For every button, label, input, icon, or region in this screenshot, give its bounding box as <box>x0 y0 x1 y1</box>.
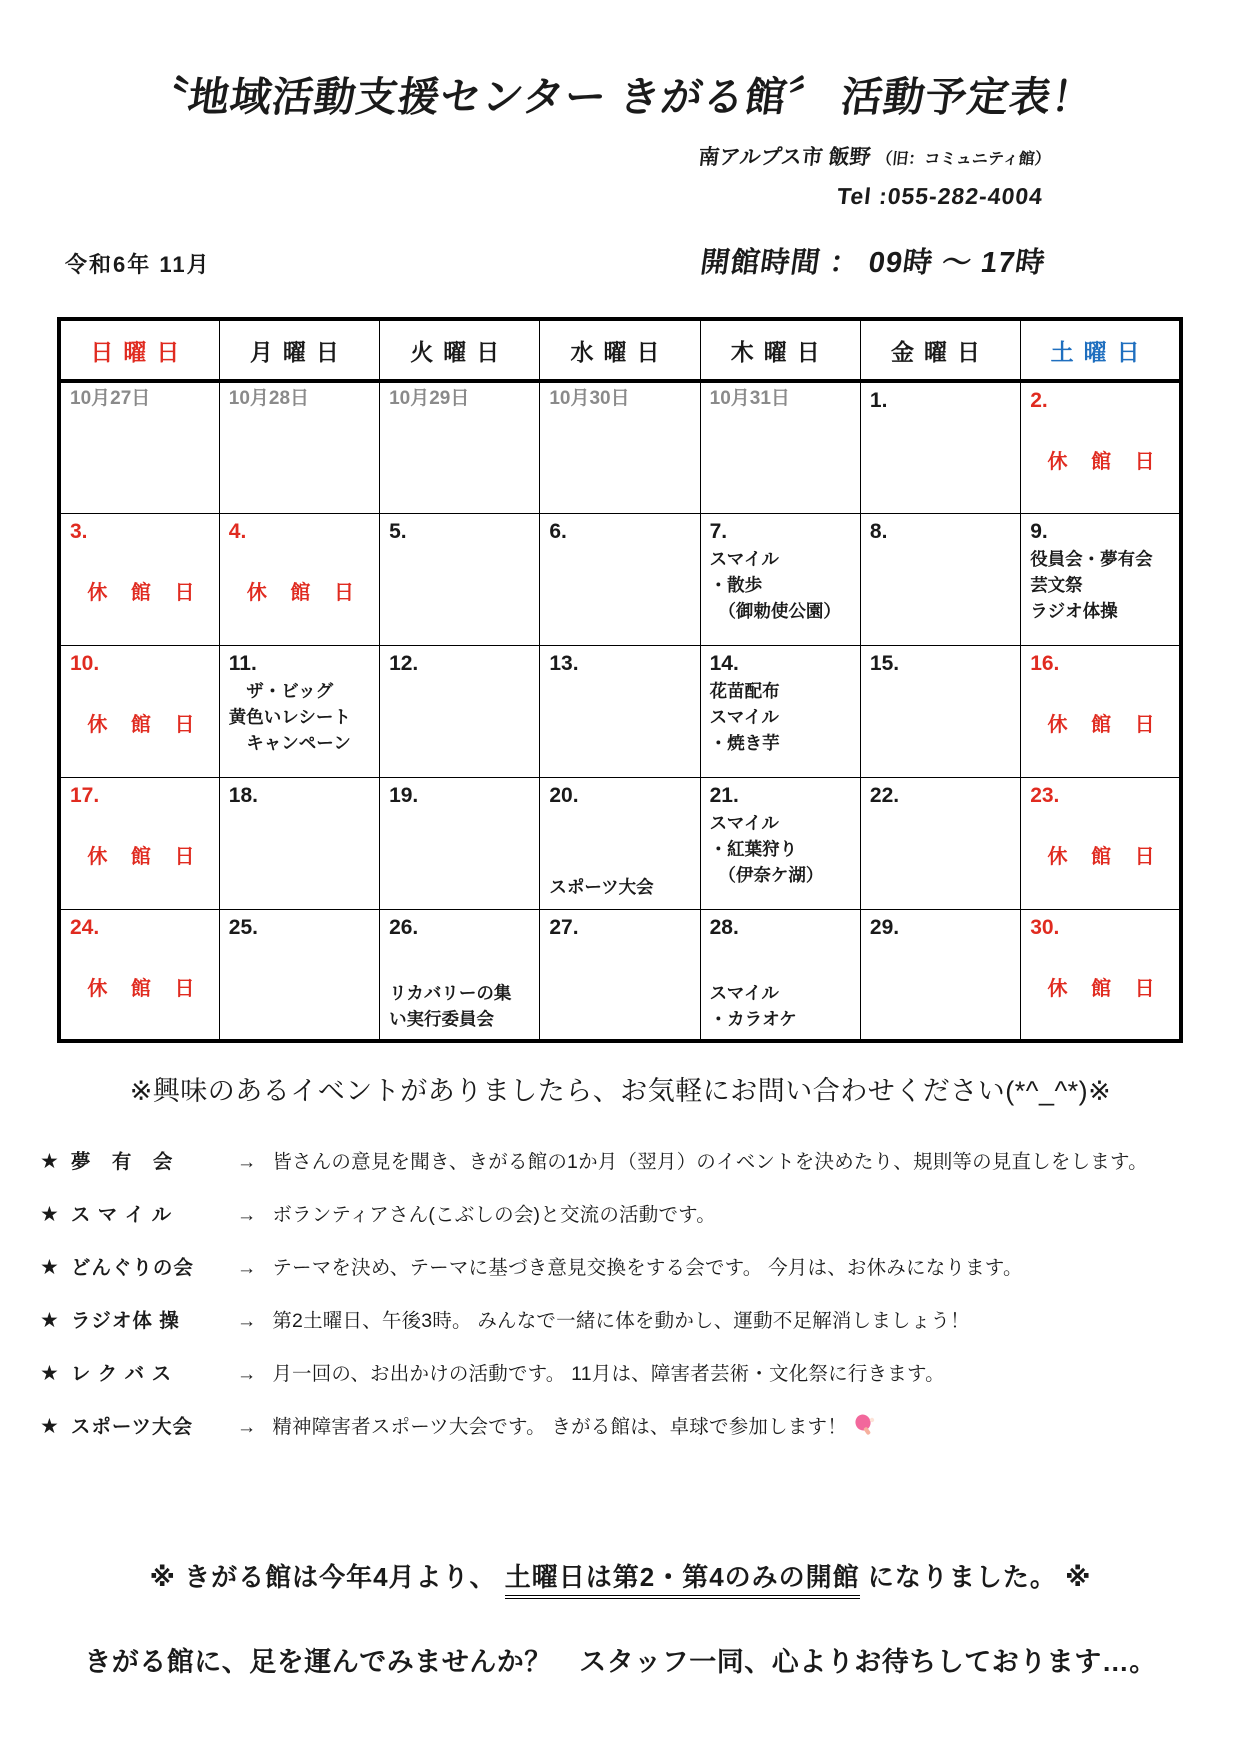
calendar-day-cell <box>540 777 700 909</box>
legend-event-description: 月一回の、お出かけの活動です。 11月は、障害者芸術・文化祭に行きます。 <box>272 1363 945 1385</box>
day-events <box>1030 546 1172 625</box>
day-number: 4. <box>228 519 247 543</box>
day-events <box>389 980 532 1033</box>
arrow-icon: → <box>236 1257 257 1279</box>
calendar-week-row <box>59 381 1181 513</box>
calendar-day-cell <box>219 381 379 513</box>
weekday-header: 日曜日 <box>59 319 219 381</box>
event-line: スマイル <box>709 983 779 1003</box>
activity-calendar <box>57 317 1183 1043</box>
legend-event-name: ラジオ体 操 <box>70 1310 180 1332</box>
calendar-day-cell <box>59 513 219 645</box>
day-events <box>710 980 853 1033</box>
phone-number: Tel :055-282-4004 <box>835 183 1045 209</box>
calendar-day-cell <box>1021 909 1181 1041</box>
day-number: 26. <box>389 915 419 939</box>
calendar-day-cell <box>380 381 540 513</box>
event-line: （伊奈ケ湖） <box>709 865 824 886</box>
day-number: 18. <box>228 783 258 807</box>
closed-day-label: 休 館 日 <box>1047 845 1164 868</box>
meta-row <box>65 240 1181 281</box>
calendar-day-cell <box>700 777 860 909</box>
day-number: 30. <box>1030 915 1060 939</box>
event-line: キャンペーン <box>228 733 351 754</box>
day-number: 10月31日 <box>709 388 790 409</box>
calendar-day-cell <box>860 513 1020 645</box>
arrow-icon: → <box>236 1204 257 1226</box>
event-line: い実行委員会 <box>389 1009 495 1030</box>
closed-day-label: 休 館 日 <box>87 581 204 604</box>
day-number: 5. <box>389 519 407 543</box>
closed-day-label: 休 館 日 <box>87 713 204 736</box>
legend-item <box>40 1199 1221 1227</box>
star-icon: ★ <box>40 1309 59 1332</box>
event-line: 役員会・夢有会 <box>1030 548 1153 569</box>
day-events <box>229 678 372 757</box>
weekday-header: 水曜日 <box>540 319 700 381</box>
ping-pong-paddle-icon <box>853 1414 875 1442</box>
calendar-week-row <box>59 909 1181 1041</box>
calendar-day-cell <box>219 777 379 909</box>
calendar-day-cell <box>1021 645 1181 777</box>
day-number: 15. <box>869 651 900 675</box>
calendar-day-cell <box>219 645 379 777</box>
arrow-icon: → <box>236 1416 257 1438</box>
day-number: 24. <box>70 915 100 939</box>
event-line: 花苗配布 <box>709 680 780 701</box>
legend-item <box>40 1358 1221 1386</box>
event-line: スマイル <box>709 548 779 569</box>
event-line: スマイル <box>709 706 779 727</box>
event-line: ・紅葉狩り <box>709 838 798 859</box>
weekday-header: 火曜日 <box>380 319 540 381</box>
day-number: 10月27日 <box>70 388 151 409</box>
day-number: 8. <box>869 519 888 543</box>
calendar-day-cell <box>860 777 1020 909</box>
day-number: 21. <box>709 783 739 807</box>
weekday-header: 月曜日 <box>219 319 379 381</box>
saturday-notice-prefix: ※ きがる館は今年4月より、 <box>149 1562 505 1592</box>
day-number: 25. <box>228 915 258 939</box>
era-date: 令和6年 11月 <box>65 252 211 277</box>
legend-event-name: ス マ イ ル <box>70 1204 173 1226</box>
event-line: （御勅使公園） <box>709 601 841 622</box>
day-number: 28. <box>709 915 739 939</box>
calendar-day-cell <box>860 645 1020 777</box>
calendar-day-cell <box>700 381 860 513</box>
legend-event-name: どんぐりの会 <box>70 1257 194 1279</box>
calendar-day-cell <box>380 513 540 645</box>
calendar-day-cell <box>1021 381 1181 513</box>
calendar-day-cell <box>860 381 1020 513</box>
closing-message: きがる館に、足を運んでみませんか？ スタッフ一同、心よりお待ちしております…。 <box>84 1647 1157 1677</box>
legend-item <box>40 1252 1221 1280</box>
calendar-day-cell <box>380 909 540 1041</box>
day-events <box>549 874 692 900</box>
page-title: 〝地域活動支援センター きがる館〞 活動予定表！ <box>143 74 1097 120</box>
saturday-notice-underlined: 土曜日は第2・第4のみの開館 <box>505 1562 860 1599</box>
event-line: 黄色いレシート <box>228 706 351 727</box>
calendar-day-cell <box>59 909 219 1041</box>
star-icon: ★ <box>40 1362 59 1385</box>
closed-day-label: 休 館 日 <box>87 845 204 868</box>
day-number: 10. <box>70 651 100 675</box>
arrow-icon: → <box>236 1363 257 1385</box>
star-icon: ★ <box>40 1415 59 1438</box>
calendar-day-cell <box>59 645 219 777</box>
calendar-day-cell <box>540 909 700 1041</box>
day-number: 22. <box>869 783 900 807</box>
saturday-notice <box>0 1557 1241 1594</box>
calendar-day-cell <box>380 645 540 777</box>
arrow-icon: → <box>236 1310 257 1332</box>
arrow-icon: → <box>236 1151 257 1173</box>
day-number: 23. <box>1030 783 1060 807</box>
weekday-header: 木曜日 <box>700 319 860 381</box>
legend-event-description: テーマを決め、テーマに基づき意見交換をする会です。 今月は、お休みになります。 <box>272 1257 1023 1279</box>
event-line: ラジオ体操 <box>1030 601 1118 622</box>
event-line: ザ・ビッグ <box>228 680 334 701</box>
day-number: 14. <box>709 651 739 675</box>
day-number: 13. <box>549 651 579 675</box>
event-line: リカバリーの集 <box>389 983 512 1003</box>
day-number: 20. <box>549 783 579 807</box>
day-number: 11. <box>228 651 257 675</box>
day-events <box>710 678 853 757</box>
location-line <box>0 141 1241 171</box>
star-icon: ★ <box>40 1150 59 1173</box>
day-number: 1. <box>869 389 888 412</box>
calendar-day-cell <box>59 381 219 513</box>
calendar-day-cell <box>1021 777 1181 909</box>
calendar-body <box>59 381 1181 1041</box>
weekday-header: 金曜日 <box>860 319 1020 381</box>
event-line: スマイル <box>709 812 779 833</box>
closed-day-label: 休 館 日 <box>1047 451 1164 474</box>
closed-day-label: 休 館 日 <box>1047 713 1164 736</box>
star-icon: ★ <box>40 1203 59 1226</box>
day-number: 10月30日 <box>549 388 630 409</box>
opening-hours: 開館時間 ： 09時 ～ 17時 <box>698 247 1048 279</box>
legend-item <box>40 1305 1221 1333</box>
legend-event-description: 精神障害者スポーツ大会です。 きがる館は、卓球で参加します！ <box>272 1416 847 1438</box>
calendar-day-cell <box>700 909 860 1041</box>
calendar-day-cell <box>380 777 540 909</box>
contact-note: ※興味のあるイベントがありましたら、お気軽にお問い合わせください(*^_^*)※ <box>129 1076 1112 1106</box>
legend-event-description: 第2土曜日、午後3時。 みんなで一緒に体を動かし、運動不足解消しましょう！ <box>272 1310 970 1332</box>
calendar-day-cell <box>219 909 379 1041</box>
day-number: 10月29日 <box>389 388 470 409</box>
legend-event-description: 皆さんの意見を聞き、きがる館の1か月（翌月）のイベントを決めたり、規則等の見直しをします。 <box>272 1151 1148 1173</box>
event-line: ・散歩 <box>709 574 763 595</box>
calendar-week-row <box>59 513 1181 645</box>
day-number: 3. <box>70 519 88 543</box>
closed-day-label: 休 館 日 <box>246 581 363 604</box>
closed-day-label: 休 館 日 <box>87 977 204 1000</box>
day-events <box>710 810 853 889</box>
calendar-day-cell <box>540 381 700 513</box>
day-events <box>710 546 853 625</box>
star-icon: ★ <box>40 1256 59 1279</box>
legend-event-name: 夢 有 会 <box>70 1151 174 1173</box>
calendar-day-cell <box>1021 513 1181 645</box>
calendar-week-row <box>59 645 1181 777</box>
calendar-day-cell <box>860 909 1020 1041</box>
closed-day-label: 休 館 日 <box>1047 977 1164 1000</box>
day-number: 6. <box>549 519 567 543</box>
calendar-day-cell <box>700 513 860 645</box>
calendar-week-row <box>59 777 1181 909</box>
legend-event-description: ボランティアさん(こぶしの会)と交流の活動です。 <box>272 1204 716 1226</box>
calendar-day-cell <box>540 513 700 645</box>
day-number: 2. <box>1030 389 1048 412</box>
calendar-header-row <box>59 319 1181 381</box>
legend-item <box>40 1411 1221 1439</box>
day-number: 29. <box>869 915 900 939</box>
location-note: （旧：コミュニティ館） <box>875 151 1052 168</box>
calendar-day-cell <box>700 645 860 777</box>
event-line: 芸文祭 <box>1030 574 1083 595</box>
saturday-notice-suffix: になりました。 ※ <box>859 1562 1092 1592</box>
weekday-header: 土曜日 <box>1021 319 1181 381</box>
day-number: 17. <box>70 783 100 807</box>
legend-item <box>40 1146 1221 1174</box>
event-line: スポーツ大会 <box>549 877 654 898</box>
day-number: 19. <box>389 783 419 807</box>
day-number: 9. <box>1030 519 1048 543</box>
calendar-day-cell <box>219 513 379 645</box>
event-legend <box>40 1146 1221 1439</box>
day-number: 10月28日 <box>228 388 310 409</box>
calendar-day-cell <box>59 777 219 909</box>
day-number: 12. <box>389 651 419 675</box>
calendar-day-cell <box>540 645 700 777</box>
event-line: ・カラオケ <box>709 1009 797 1030</box>
event-line: ・焼き芋 <box>709 733 780 754</box>
day-number: 7. <box>709 519 728 543</box>
legend-event-name: レ ク バ ス <box>70 1363 173 1385</box>
legend-event-name: スポーツ大会 <box>70 1416 194 1438</box>
day-number: 27. <box>549 915 579 939</box>
location-text: 南アルプス市 飯野 <box>697 146 872 169</box>
day-number: 16. <box>1030 651 1060 675</box>
